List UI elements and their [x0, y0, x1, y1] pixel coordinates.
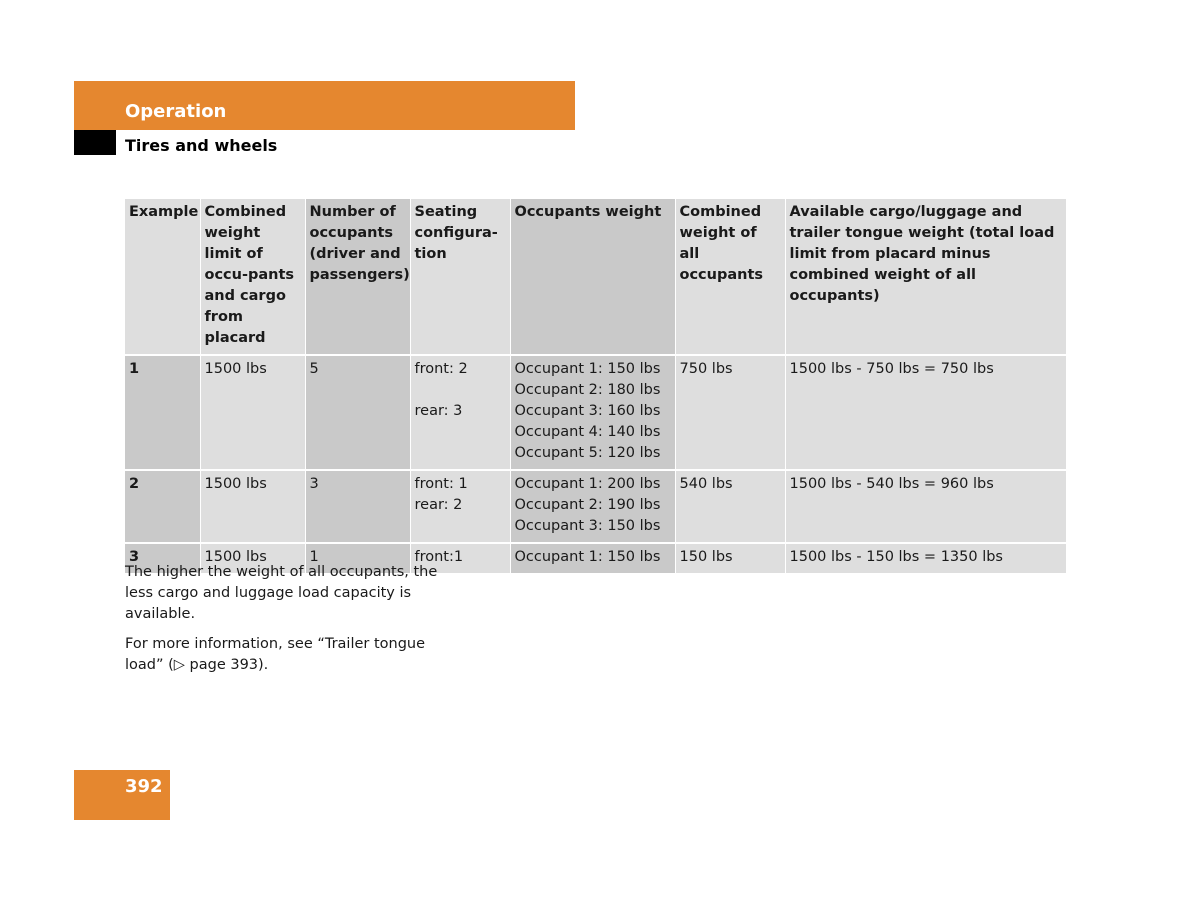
occupant-count-cell: 5 — [305, 355, 410, 470]
occupant-weight-line: Occupant 4: 140 lbs — [514, 424, 661, 440]
weight-limit-cell: 1500 lbs — [200, 470, 305, 543]
example-number: 1 — [125, 355, 200, 470]
section-header-bar — [74, 81, 575, 130]
weight-limit-cell: 1500 lbs — [200, 355, 305, 470]
page-number: 392 — [125, 776, 163, 797]
combined-weight-cell: 150 lbs — [675, 543, 785, 574]
occupant-weight-line: Occupant 2: 180 lbs — [514, 382, 661, 398]
example-number: 2 — [125, 470, 200, 543]
table-header-row — [125, 199, 1066, 355]
table-row — [125, 470, 1066, 543]
seating-line: rear: 2 — [414, 497, 463, 513]
occupants-weight-cell — [510, 470, 675, 543]
occupant-weight-line: Occupant 3: 160 lbs — [514, 403, 661, 419]
column-header-occupants-weight: Occupants weight — [510, 199, 675, 355]
column-header-seating: Seating configura-tion — [410, 199, 510, 355]
combined-weight-cell: 750 lbs — [675, 355, 785, 470]
body-paragraph: The higher the weight of all occupants, the less cargo and luggage load capacity is available. — [125, 564, 438, 622]
occupant-weight-line: Occupant 2: 190 lbs — [514, 497, 661, 513]
occupant-weight-line: Occupant 5: 120 lbs — [514, 445, 661, 461]
section-title: Operation — [125, 101, 227, 122]
occupant-weight-line: Occupant 1: 150 lbs — [514, 549, 661, 565]
weight-limit-cell: 1500 lbs — [200, 543, 305, 574]
subsection-title: Tires and wheels — [125, 136, 278, 155]
page-number-box — [74, 770, 170, 820]
column-header-example: Example — [125, 199, 200, 355]
load-example-table — [125, 199, 1066, 575]
occupant-count-cell: 1 — [305, 543, 410, 574]
column-header-available-cargo: Available cargo/luggage and trailer tongue weight (total load limit from placard minus combined weight of all occupants) — [785, 199, 1066, 355]
occupant-weight-line: Occupant 3: 150 lbs — [514, 518, 661, 534]
combined-weight-cell: 540 lbs — [675, 470, 785, 543]
column-header-weight-limit: Combined weight limit of occu-pants and cargo from placard — [200, 199, 305, 355]
seating-line: rear: 3 — [414, 403, 463, 419]
column-header-occupant-count: Number of occupants (driver and passengers) — [305, 199, 410, 355]
available-cargo-cell: 1500 lbs - 750 lbs = 750 lbs — [785, 355, 1066, 470]
cross-reference-paragraph: For more information, see “Trailer tongue load” (▷ page 393). — [125, 636, 426, 673]
seating-cell — [410, 355, 510, 470]
occupants-weight-cell — [510, 543, 675, 574]
table-row — [125, 355, 1066, 470]
example-number: 3 — [125, 543, 200, 574]
occupants-weight-cell — [510, 355, 675, 470]
seating-line: front: 2 — [414, 361, 468, 377]
occupant-count-cell: 3 — [305, 470, 410, 543]
column-header-combined-weight: Combined weight of all occupants — [675, 199, 785, 355]
seating-cell — [410, 470, 510, 543]
available-cargo-cell: 1500 lbs - 540 lbs = 960 lbs — [785, 470, 1066, 543]
available-cargo-cell: 1500 lbs - 150 lbs = 1350 lbs — [785, 543, 1066, 574]
occupant-weight-line: Occupant 1: 200 lbs — [514, 476, 661, 492]
seating-line: front:1 — [414, 549, 464, 565]
section-marker — [74, 130, 116, 155]
seating-line: front: 1 — [414, 476, 468, 492]
occupant-weight-line: Occupant 1: 150 lbs — [514, 361, 661, 377]
